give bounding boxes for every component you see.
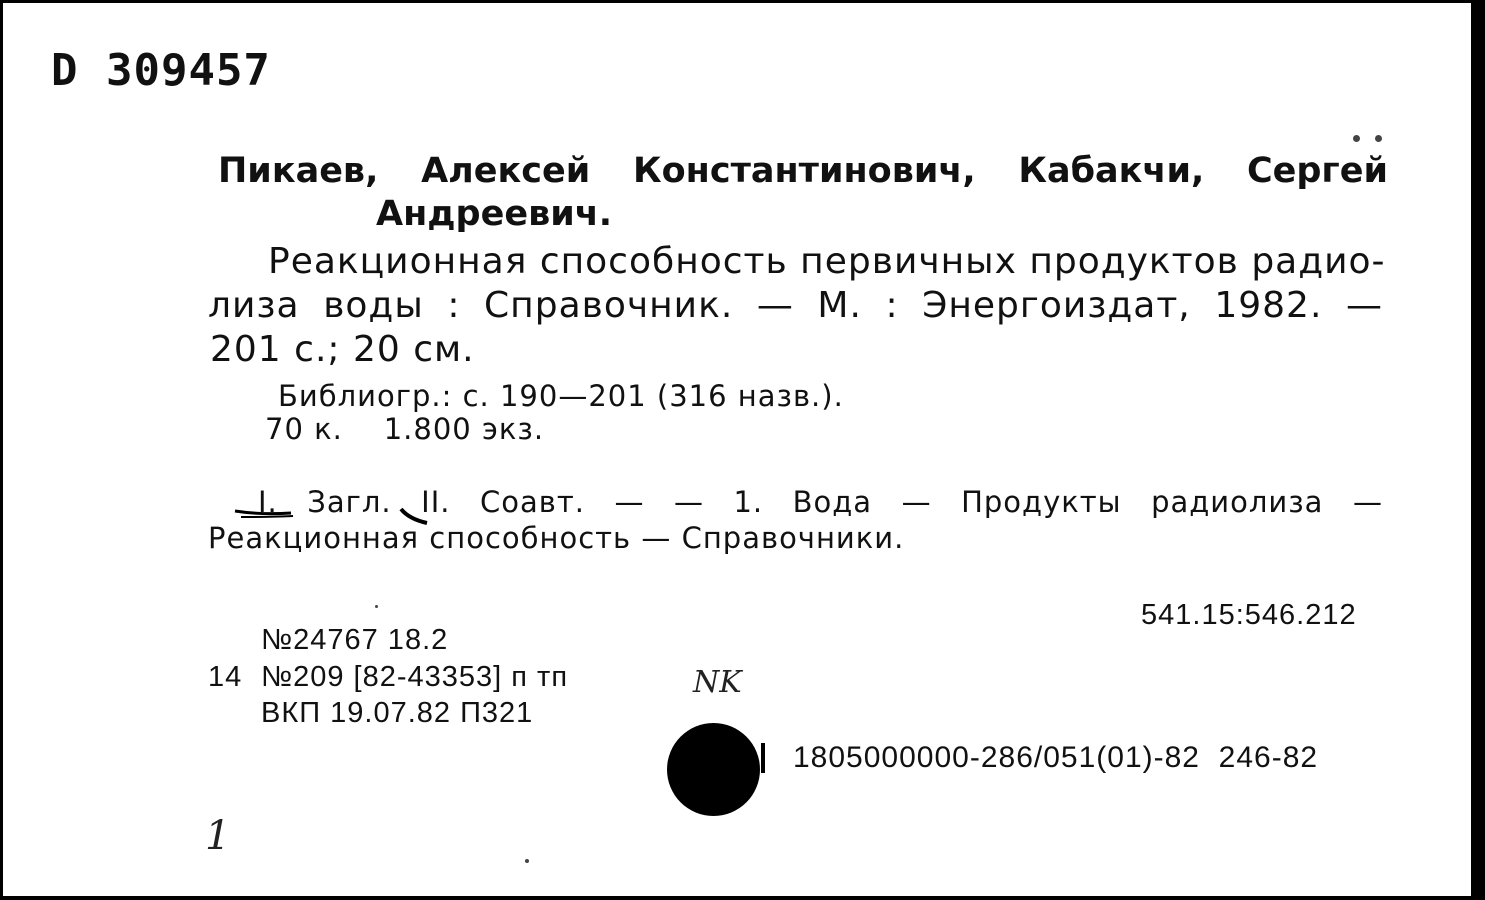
bibliography-note: Библиогр.: с. 190—201 (316 назв.).	[278, 379, 844, 413]
subject-word: Соавт.	[479, 485, 585, 519]
subject-word: радиолиза	[1151, 485, 1324, 519]
title-word: Энергоиздат,	[922, 285, 1191, 326]
title-line-1: Реакционная способность первичных продуктов радио-	[268, 241, 1386, 282]
catalog-code: 1805000000-286/051(01)-82 246-82	[793, 741, 1319, 774]
subject-word: —	[1352, 485, 1383, 519]
title-word: лиза	[208, 285, 300, 326]
subject-word: Продукты	[961, 485, 1122, 519]
title-line-2	[208, 285, 1383, 326]
ink-speck	[525, 859, 529, 863]
author-word: Сергей	[1246, 151, 1388, 191]
subject-line-2: Реакционная способность — Справочники.	[208, 521, 905, 555]
punch-hole-mark	[667, 723, 760, 816]
subject-word: I.	[258, 485, 278, 519]
subject-word: Загл.	[307, 485, 392, 519]
title-word: М.	[817, 285, 862, 326]
underline-mark	[231, 501, 431, 529]
title-word: —	[756, 285, 794, 326]
udc-code: 541.15:546.212	[1141, 599, 1357, 631]
subject-word: 1.	[733, 485, 764, 519]
subject-word: —	[614, 485, 645, 519]
author-word: Константинович,	[632, 151, 976, 191]
ink-speck	[1375, 135, 1382, 142]
authors-line-1	[218, 151, 1388, 191]
ink-speck	[375, 605, 378, 608]
author-word: Алексей	[421, 151, 591, 191]
registry-line-1: №24767 18.2	[261, 624, 449, 656]
title-word: :	[447, 285, 461, 326]
title-word: Справочник.	[484, 285, 734, 326]
title-word: :	[885, 285, 899, 326]
registry-number: 14	[208, 661, 243, 693]
title-word: воды	[323, 285, 424, 326]
author-word: Пикаев,	[218, 151, 379, 191]
stamp-number: D 309457	[51, 45, 271, 96]
title-word: —	[1345, 285, 1383, 326]
code-bar-mark	[761, 743, 765, 773]
title-word: 1982.	[1214, 285, 1323, 326]
author-word: Кабакчи,	[1018, 151, 1205, 191]
ink-speck	[1353, 135, 1360, 142]
handwritten-initials: NK	[693, 665, 742, 700]
handwritten-mark: 1	[205, 813, 231, 859]
price-copies: 70 к. 1.800 экз.	[265, 412, 545, 446]
title-line-3: 201 с.; 20 см.	[210, 329, 475, 370]
subject-word: —	[901, 485, 932, 519]
subject-word: —	[673, 485, 704, 519]
registry-line-3: ВКП 19.07.82 П321	[261, 697, 534, 729]
subject-word: Вода	[792, 485, 873, 519]
subject-word: II.	[421, 485, 451, 519]
authors-line-2: Андреевич.	[376, 194, 613, 234]
registry-line-2: №209 [82-43353] п тп	[261, 661, 569, 693]
